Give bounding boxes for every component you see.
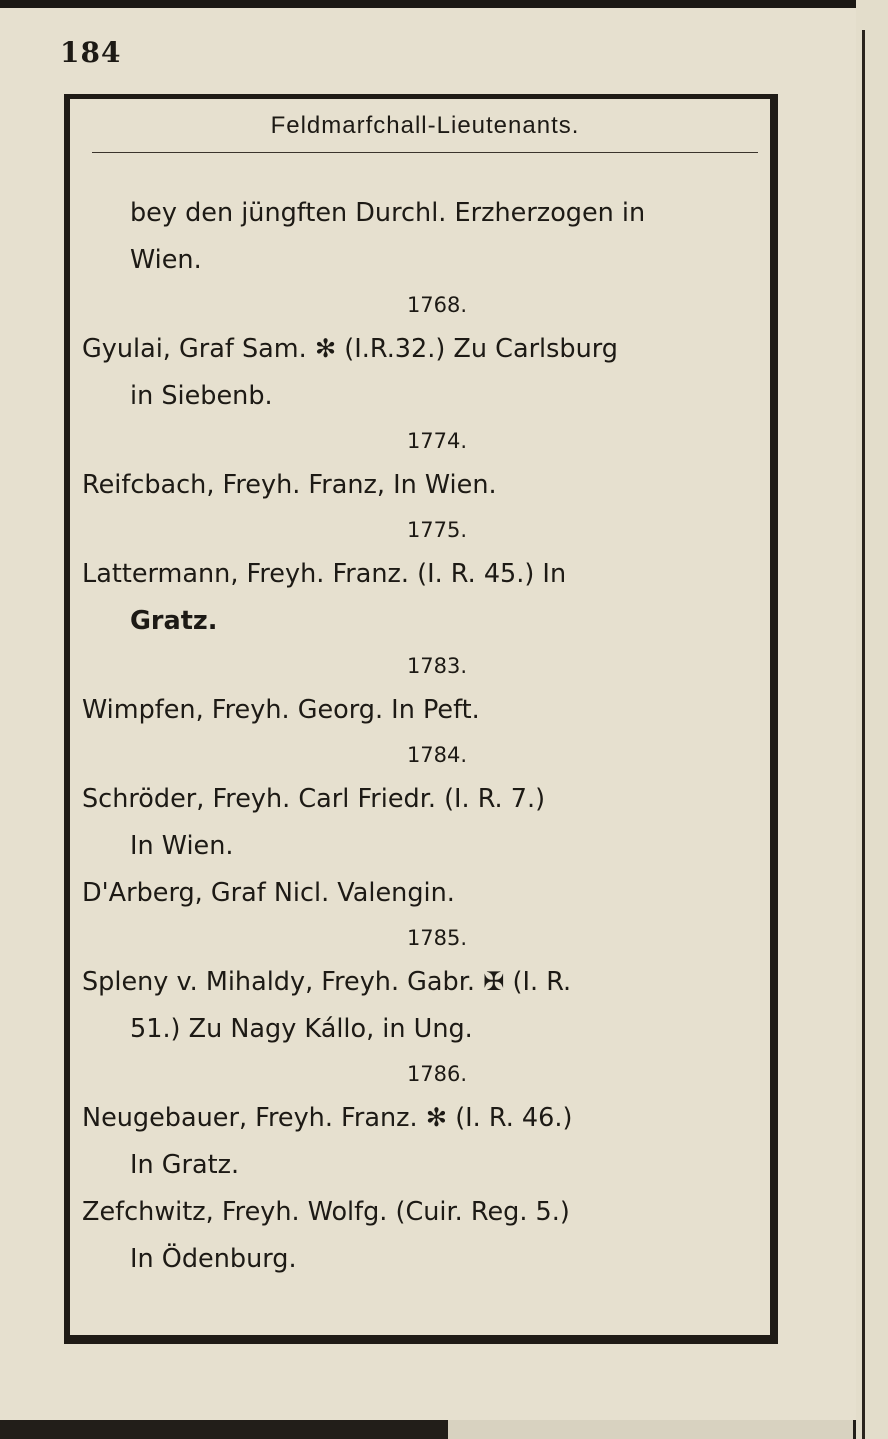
entry-continuation: in Siebenb.	[130, 381, 273, 411]
officer-entry: Zefchwitz, Freyh. Wolfg. (Cuir. Reg. 5.)	[82, 1197, 570, 1227]
year-heading: 1786.	[406, 1062, 468, 1086]
officer-entry: Neugebauer, Freyh. Franz. ✻ (I. R. 46.)	[82, 1103, 573, 1133]
page-number: 184	[60, 36, 122, 69]
entries-list	[82, 190, 762, 1283]
entry-continuation: Gratz.	[130, 606, 218, 636]
year-heading: 1775.	[406, 518, 468, 542]
year-heading: 1784.	[406, 743, 468, 767]
entry-continuation: 51.) Zu Nagy Kállo, in Ung.	[130, 1014, 473, 1044]
officer-entry: Lattermann, Freyh. Franz. (I. R. 45.) In	[82, 559, 567, 589]
year-heading: 1774.	[406, 429, 468, 453]
entry-continuation: In Gratz.	[130, 1150, 240, 1180]
year-heading: 1783.	[406, 654, 468, 678]
officer-entry: D'Arberg, Graf Nicl. Valengin.	[82, 878, 455, 908]
year-heading: 1768.	[406, 293, 468, 317]
officer-entry: Gyulai, Graf Sam. ✻ (I.R.32.) Zu Carlsburg	[82, 334, 618, 364]
entry-continuation: In Wien.	[130, 831, 234, 861]
officer-entry: Schröder, Freyh. Carl Friedr. (I. R. 7.)	[82, 784, 546, 814]
entry-continuation: Wien.	[130, 245, 202, 275]
entry-continuation: bey den jüngften Durchl. Erzherzogen in	[130, 198, 646, 228]
facing-page-edge	[856, 0, 888, 1439]
officer-entry: Reifcbach, Freyh. Franz, In Wien.	[82, 470, 497, 500]
officer-entry: Wimpfen, Freyh. Georg. In Peft.	[82, 695, 480, 725]
section-header	[92, 100, 758, 153]
entry-continuation: In Ödenburg.	[130, 1244, 297, 1274]
page-gutter-line	[862, 30, 865, 1439]
officer-entry: Spleny v. Mihaldy, Freyh. Gabr. ✠ (I. R.	[82, 967, 572, 997]
scan-bottom-light	[448, 1420, 853, 1439]
year-heading: 1785.	[406, 926, 468, 950]
section-title: Feldmarfchall-Lieutenants.	[270, 112, 580, 139]
